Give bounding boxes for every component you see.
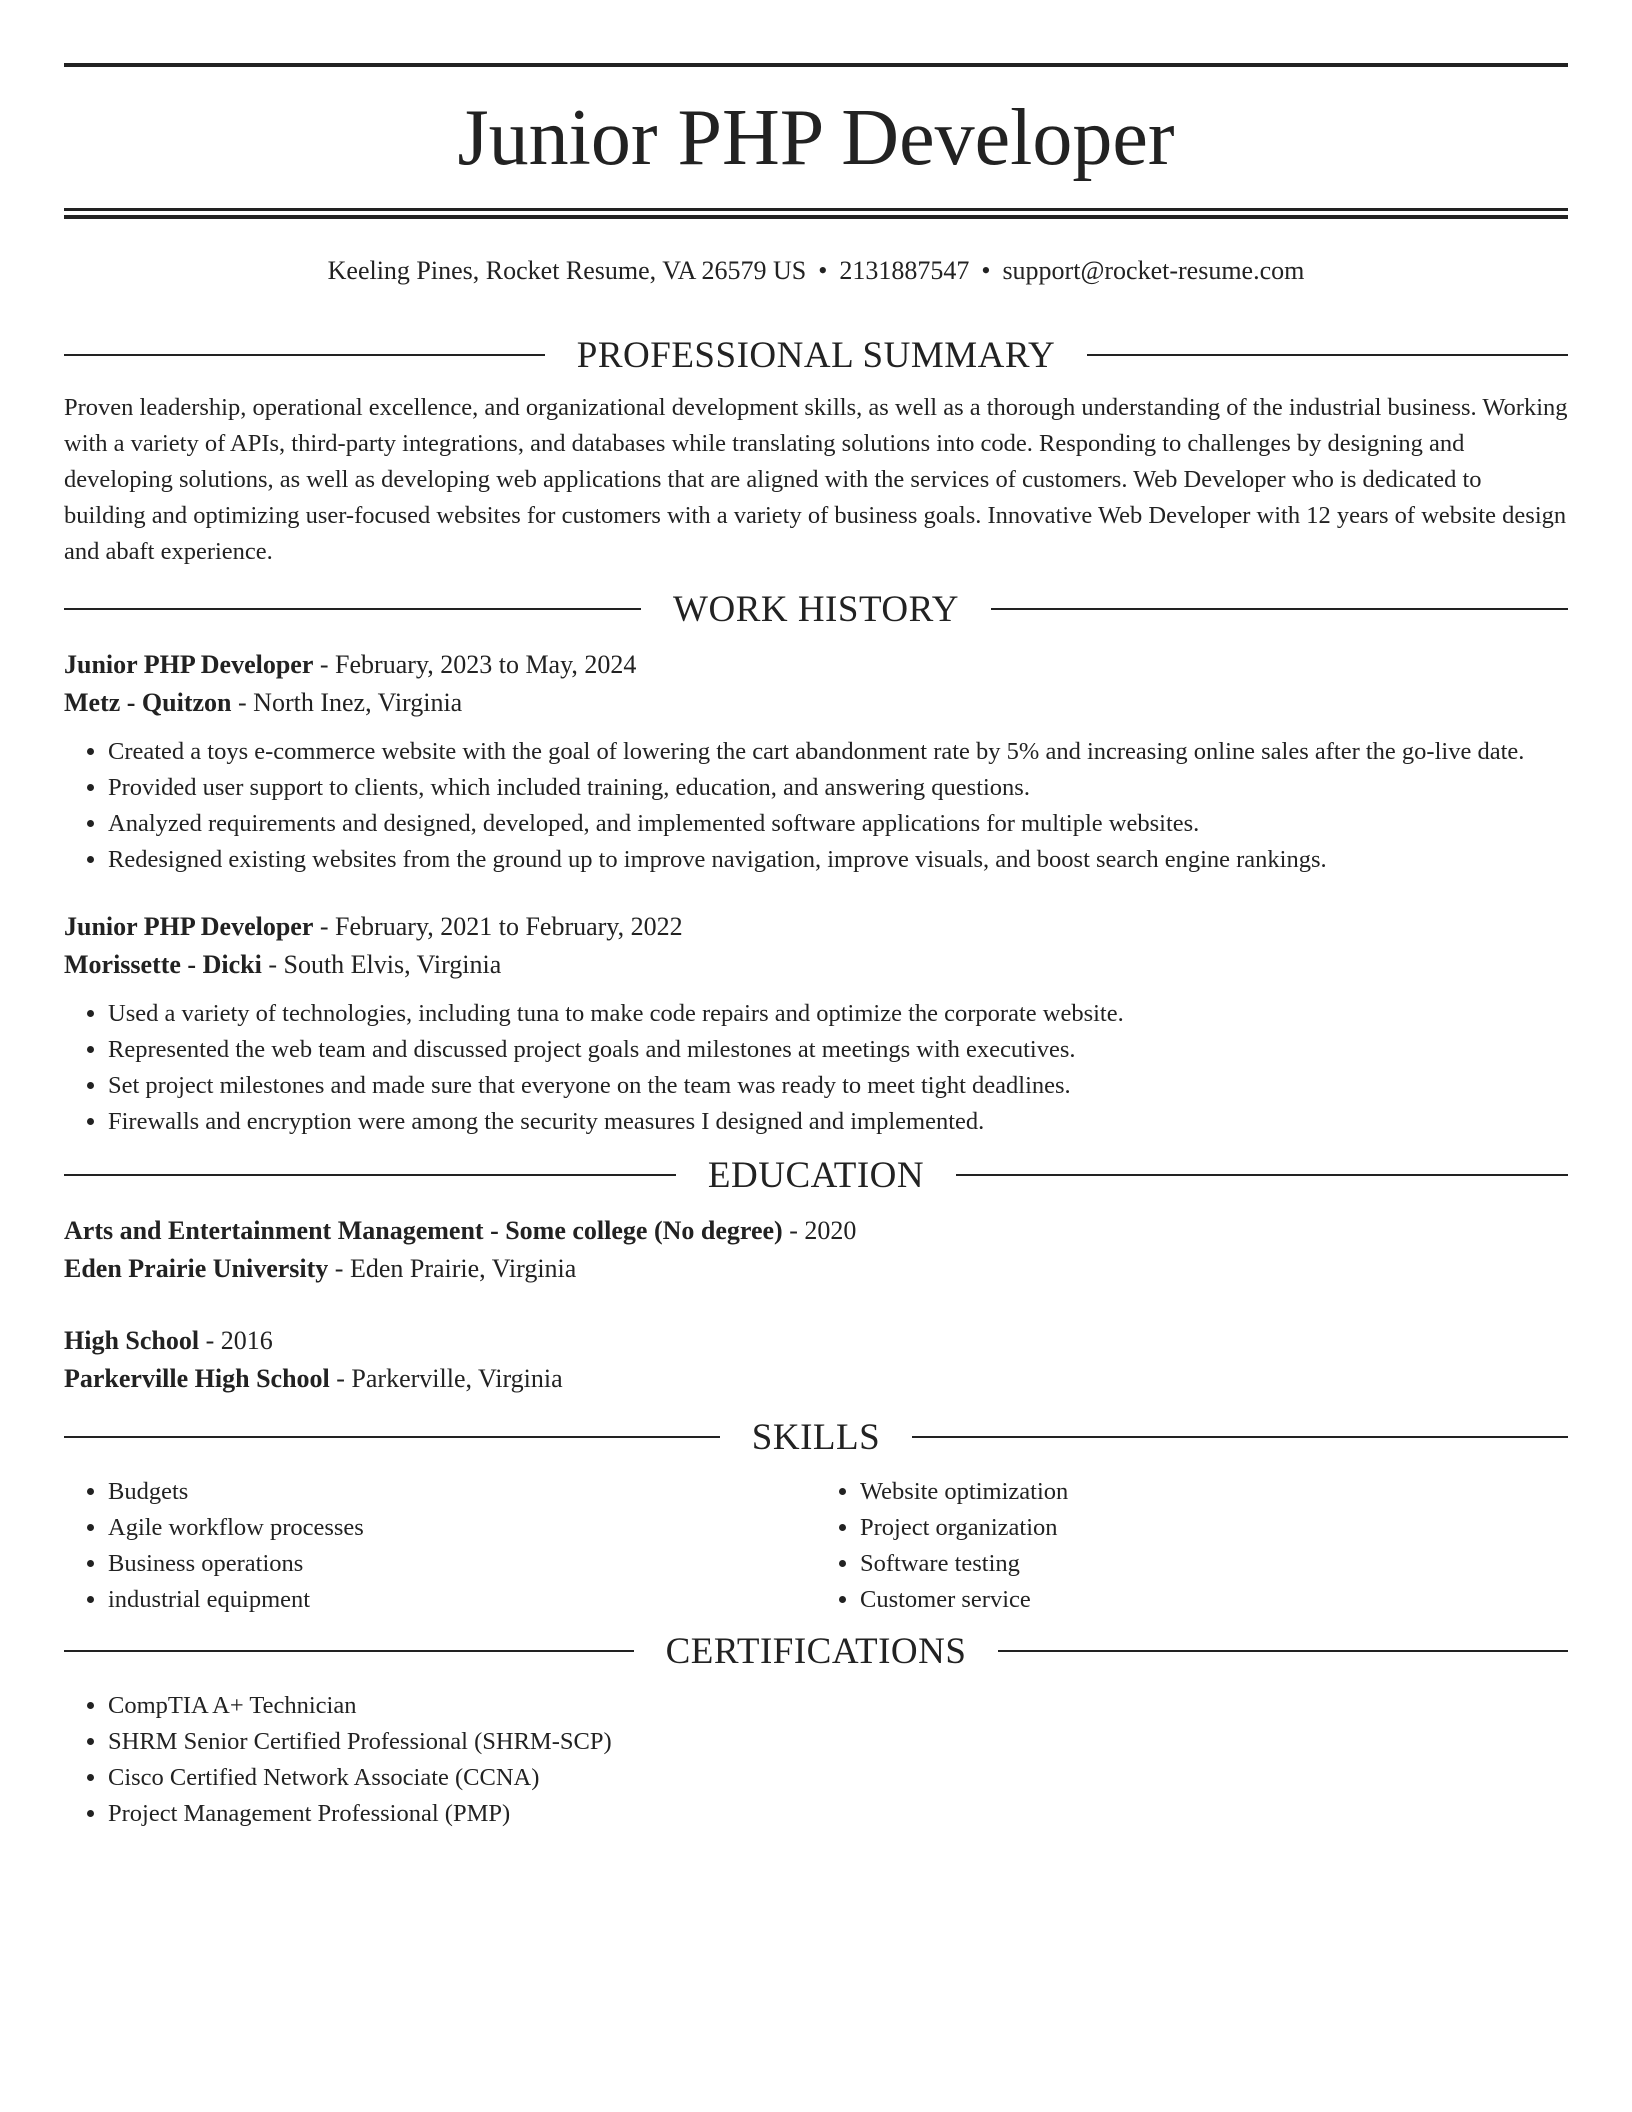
- list-item: • Customer service: [860, 1582, 1568, 1618]
- resume-content: [64, 330, 1568, 1832]
- list-item: • Redesigned existing websites from the ground up to improve navigation, improve visuals, and boost search engine rankings.: [108, 842, 1568, 878]
- section-title: SKILLS: [751, 1416, 881, 1458]
- education-location: - Eden Prairie, Virginia: [328, 1254, 577, 1283]
- education-location: - Parkerville, Virginia: [329, 1364, 563, 1393]
- summary-text: Proven leadership, operational excellence, and organizational development skills, as well as a thorough understanding of the industrial business. Working with a variety of APIs, third-party integrations, and databases while translating solutions into code. Responding to challenges by designing and developing solutions, as well as developing web applications that are aligned with the services of customers. Web Developer who is dedicated to building and optimizing user-focused websites for customers with a variety of business goals. Innovative Web Developer with 12 years of website design and abaft experience.: [64, 394, 1568, 565]
- section-heading-education: [64, 1150, 1568, 1200]
- section-heading-work-history: [64, 584, 1568, 634]
- heading-rule: [956, 1174, 1568, 1176]
- job-title-line: [64, 908, 1568, 946]
- top-rule: [64, 63, 1568, 67]
- skills-list-right: [816, 1474, 1568, 1618]
- list-item: • Firewalls and encryption were among the security measures I designed and implemented.: [108, 1104, 1568, 1140]
- list-item: • Website optimization: [860, 1474, 1568, 1510]
- list-item: • Budgets: [108, 1474, 816, 1510]
- job-bullets: [64, 734, 1568, 878]
- list-item: • Agile workflow processes: [108, 1510, 816, 1546]
- education-school-line: [64, 1360, 1568, 1398]
- resume-title: Junior PHP Developer: [457, 94, 1175, 182]
- list-item: • Represented the web team and discussed project goals and milestones at meetings with executives.: [108, 1032, 1568, 1068]
- education-school: Parkerville High School: [64, 1364, 330, 1393]
- section-heading-skills: [64, 1412, 1568, 1462]
- heading-rule: [1087, 354, 1568, 356]
- job-company: Metz - Quitzon: [64, 688, 232, 717]
- job-title: Junior PHP Developer: [64, 912, 314, 941]
- section-heading-summary: [64, 330, 1568, 380]
- section-title: EDUCATION: [707, 1154, 925, 1196]
- list-item: • industrial equipment: [108, 1582, 816, 1618]
- education-year: - 2020: [782, 1216, 857, 1245]
- skills-list-left: [64, 1474, 816, 1618]
- contact-email: support@rocket-resume.com: [1002, 256, 1305, 285]
- education-degree: Arts and Entertainment Management - Some college (No degree): [64, 1216, 783, 1245]
- heading-rule: [64, 1650, 634, 1652]
- contact-separator: •: [981, 256, 991, 285]
- education-degree: High School: [64, 1326, 200, 1355]
- heading-rule: [998, 1650, 1568, 1652]
- job-location: - South Elvis, Virginia: [261, 950, 502, 979]
- certifications-list: [64, 1688, 1568, 1832]
- job-title: Junior PHP Developer: [64, 650, 314, 679]
- heading-rule: [991, 608, 1568, 610]
- education-degree-line: [64, 1212, 1568, 1250]
- section-title: WORK HISTORY: [673, 588, 959, 630]
- education-school-line: [64, 1250, 1568, 1288]
- title-double-rule: [64, 208, 1568, 219]
- job-bullets: [64, 996, 1568, 1140]
- list-item: • Software testing: [860, 1546, 1568, 1582]
- heading-rule: [64, 354, 545, 356]
- contact-address: Keeling Pines, Rocket Resume, VA 26579 US: [327, 256, 807, 285]
- list-item: • CompTIA A+ Technician: [108, 1688, 1568, 1724]
- list-item: • Cisco Certified Network Associate (CCNA): [108, 1760, 1568, 1796]
- education-entry: [64, 1322, 1568, 1398]
- heading-rule: [64, 608, 641, 610]
- education-year: - 2016: [199, 1326, 273, 1355]
- education-entry: [64, 1212, 1568, 1288]
- heading-rule: [912, 1436, 1568, 1438]
- job-dates: - February, 2021 to February, 2022: [313, 912, 683, 941]
- job-entry: [64, 908, 1568, 1140]
- education-degree-line: [64, 1322, 1568, 1360]
- heading-rule: [64, 1436, 720, 1438]
- skills-columns: [64, 1474, 1568, 1618]
- list-item: • Created a toys e-commerce website with the goal of lowering the cart abandonment rate by 5% and increasing online sales after the go-live date.: [108, 734, 1568, 770]
- section-title: PROFESSIONAL SUMMARY: [576, 334, 1056, 376]
- list-item: • Project organization: [860, 1510, 1568, 1546]
- contact-line: [64, 254, 1568, 288]
- job-company: Morissette - Dicki: [64, 950, 262, 979]
- education-school: Eden Prairie University: [64, 1254, 329, 1283]
- job-entry: [64, 646, 1568, 878]
- contact-separator: •: [818, 256, 828, 285]
- list-item: • Provided user support to clients, which included training, education, and answering questions.: [108, 770, 1568, 806]
- job-company-line: [64, 946, 1568, 984]
- list-item: • Business operations: [108, 1546, 816, 1582]
- job-dates: - February, 2023 to May, 2024: [313, 650, 637, 679]
- list-item: • Used a variety of technologies, including tuna to make code repairs and optimize the corporate website.: [108, 996, 1568, 1032]
- job-location: - North Inez, Virginia: [231, 688, 463, 717]
- list-item: • Project Management Professional (PMP): [108, 1796, 1568, 1832]
- list-item: • Set project milestones and made sure that everyone on the team was ready to meet tight deadlines.: [108, 1068, 1568, 1104]
- contact-phone: 2131887547: [839, 256, 970, 285]
- heading-rule: [64, 1174, 676, 1176]
- section-heading-certifications: [64, 1626, 1568, 1676]
- job-company-line: [64, 684, 1568, 722]
- section-title: CERTIFICATIONS: [665, 1630, 967, 1672]
- job-title-line: [64, 646, 1568, 684]
- list-item: • Analyzed requirements and designed, developed, and implemented software applications for multiple websites.: [108, 806, 1568, 842]
- list-item: • SHRM Senior Certified Professional (SHRM-SCP): [108, 1724, 1568, 1760]
